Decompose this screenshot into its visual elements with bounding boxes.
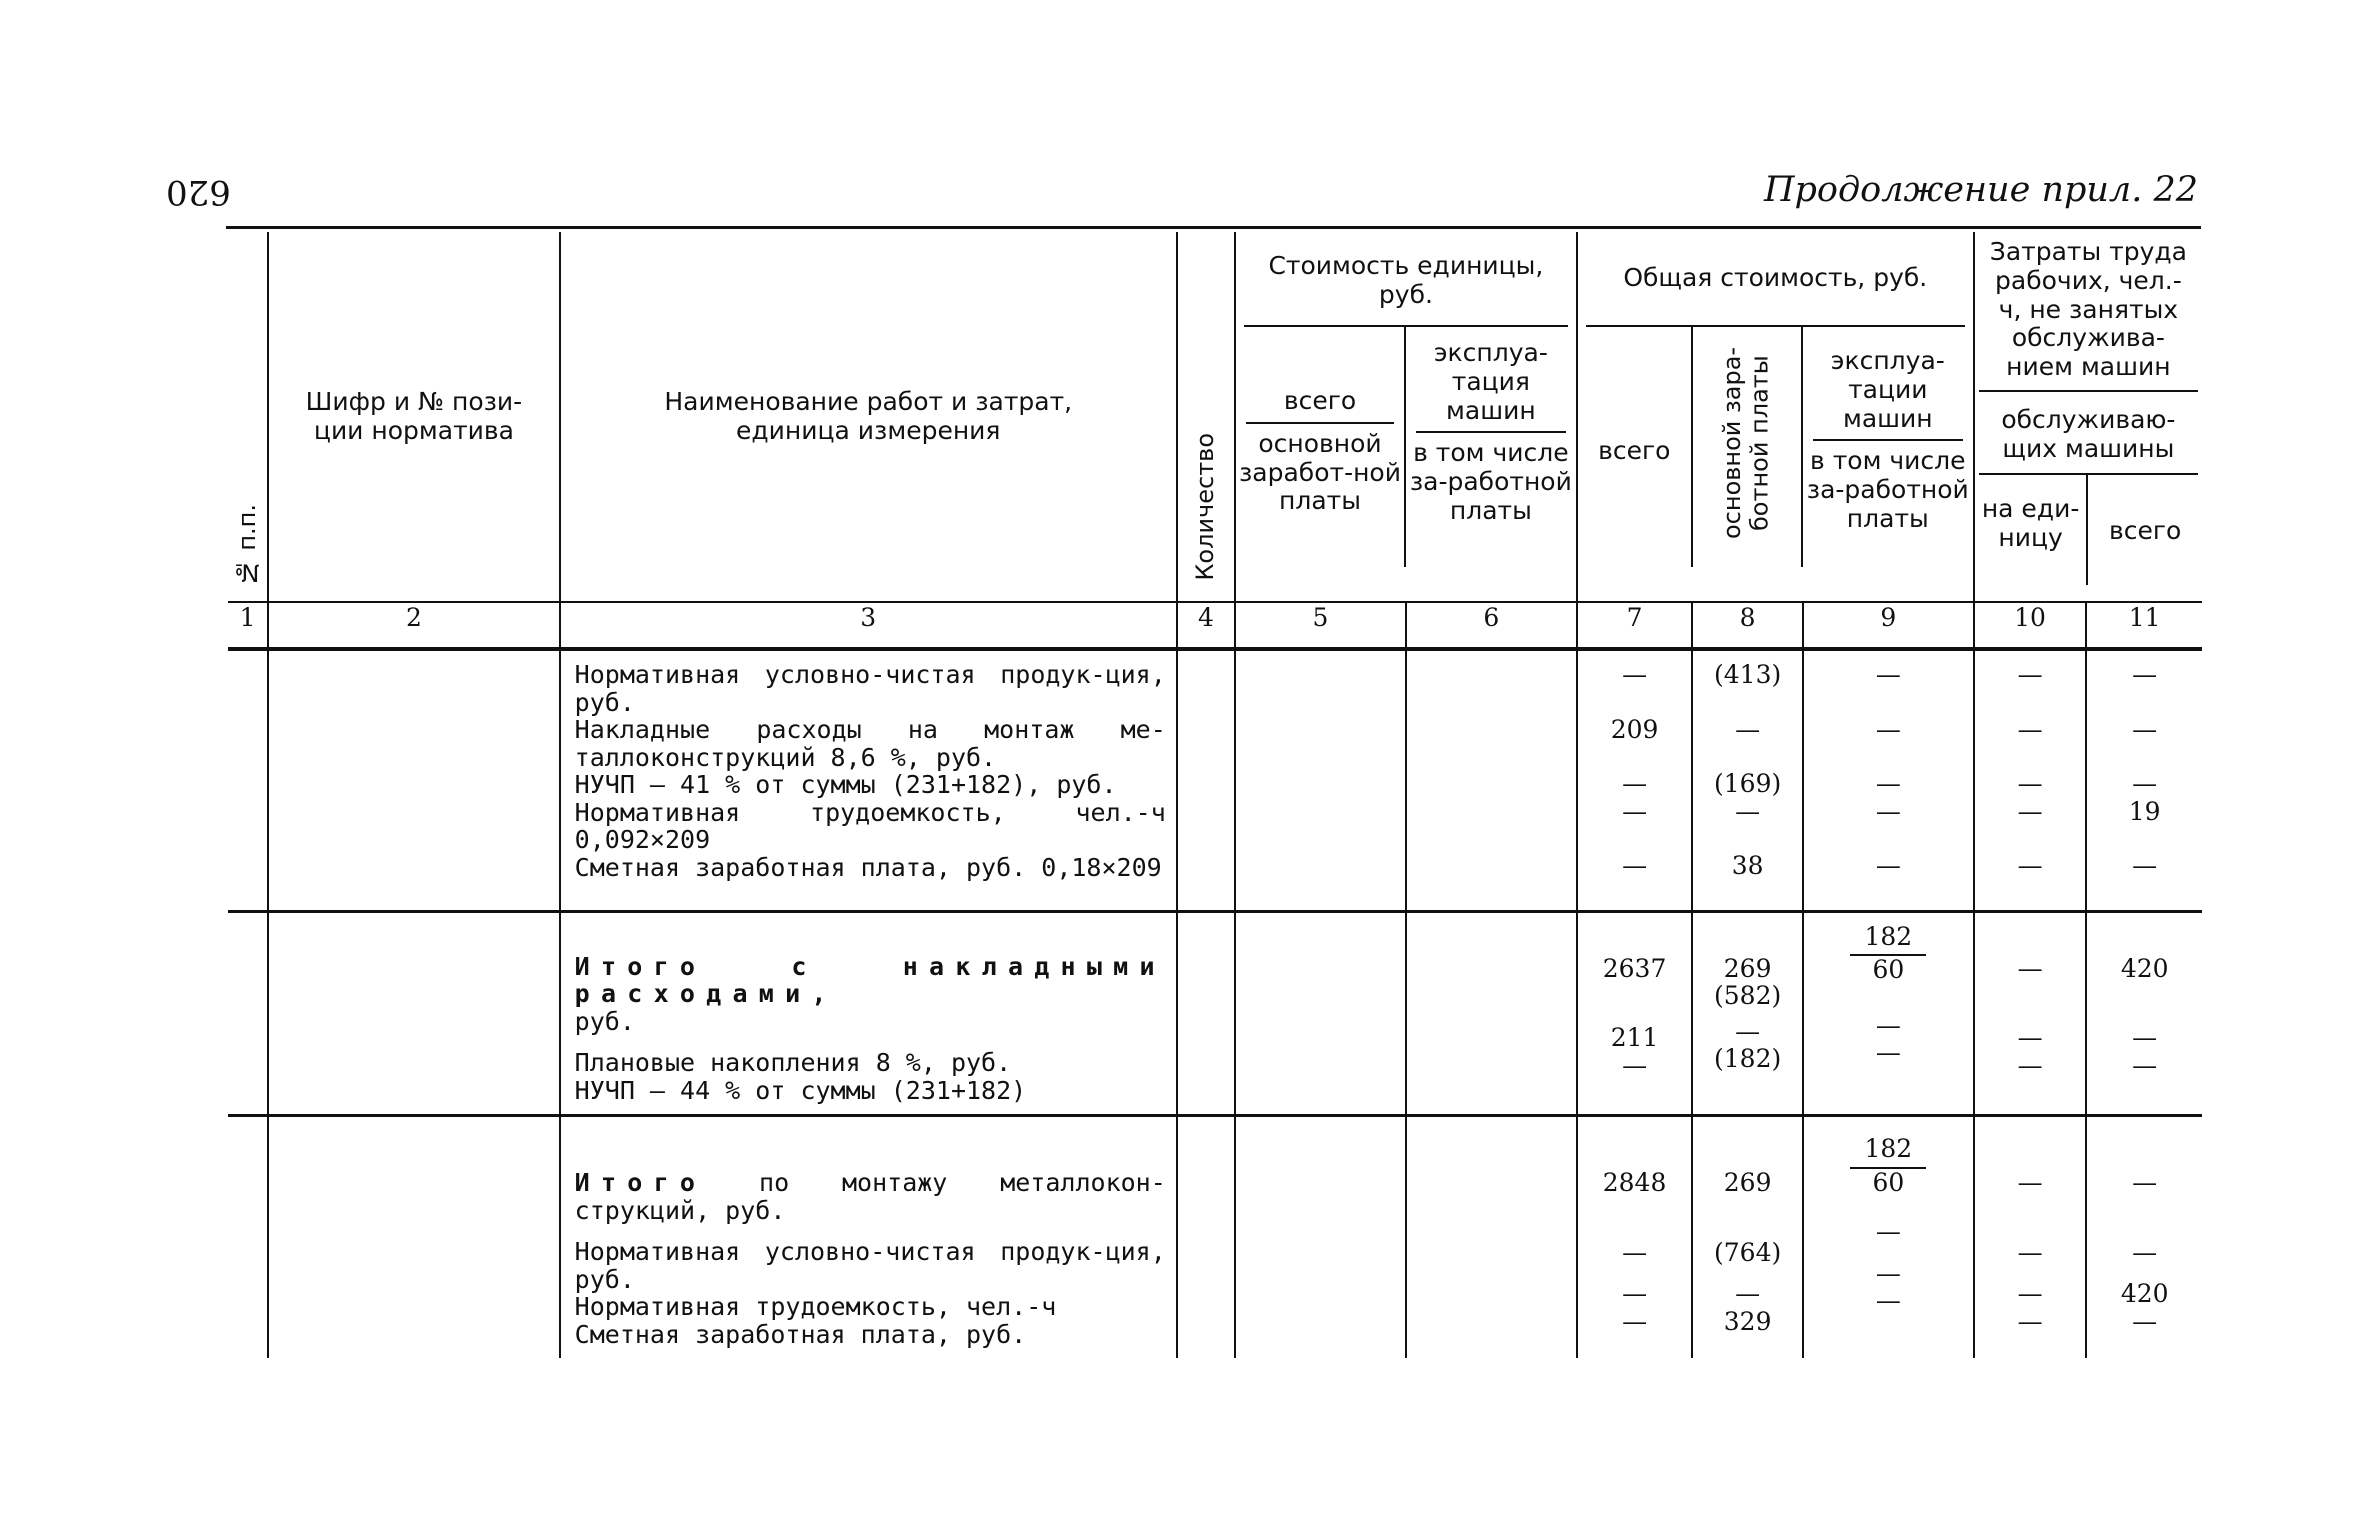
- row-description: Итого по монтажу металлокон-струкций, руб. Нормативная условно-чистая продук-ция, руб. Нормативная трудоемкость, чел.-ч Сметная заработная плата, руб.: [560, 1116, 1177, 1359]
- col-header-name: Наименование работ и затрат, единица измерения: [560, 232, 1177, 602]
- labor-total-label: всего: [2109, 516, 2182, 546]
- cell-c10: — — — — —: [1974, 649, 2087, 911]
- cell-c8: (413) — (169) — 38: [1692, 649, 1803, 911]
- cell-c9: $\frac{182}{60}$ — — —: [1803, 1116, 1974, 1359]
- unit-machine-wage-label: в том числе за-работной платы: [1409, 438, 1572, 525]
- col-header-code: Шифр и № пози-ции норматива: [268, 232, 559, 602]
- labor-per-unit-label: на еди-ницу: [1975, 475, 2089, 585]
- header-row: [228, 232, 2202, 602]
- table-row: [228, 911, 2202, 1116]
- total-base-wage-label: основной зара-ботной платы: [1718, 346, 1774, 540]
- cell-c9: — — — — —: [1803, 649, 1974, 911]
- total-machine-wage-label: в том числе за-работной платы: [1806, 446, 1969, 533]
- table-row: [228, 649, 2202, 911]
- col-header-labor: Затраты труда рабочих, чел.-ч, не занятых обслужива-нием машин обслуживаю-щих машины на еди-ницу всего: [1974, 232, 2202, 602]
- cell-c10: — — —: [1974, 911, 2087, 1116]
- cell-c7: — 209 — — —: [1577, 649, 1693, 911]
- col-header-total-cost: Общая стоимость, руб. всего основной зара-ботной платы эксплуа-тации машин в том числе за-работной платы: [1577, 232, 1974, 602]
- cell-c8: 269 (764) — 329: [1692, 1116, 1803, 1359]
- row-description: Нормативная условно-чистая продук-ция, руб. Накладные расходы на монтаж ме-таллоконструкций 8,6 %, руб. НУЧП — 41 % от суммы (231+182), руб. Нормативная трудоемкость, чел.-ч 0,092×209 Сметная заработная плата, руб. 0,18×209: [560, 649, 1177, 911]
- unit-machine-label: эксплуа-тация машин: [1416, 339, 1566, 433]
- unit-base-wage-label: основной заработ-ной платы: [1238, 428, 1401, 516]
- cell-c11: — — 420 —: [2086, 1116, 2202, 1359]
- cell-c9: $\frac{182}{60}$ — —: [1803, 911, 1974, 1116]
- cell-c11: — — — 19 —: [2086, 649, 2202, 911]
- page-number: 620: [166, 172, 231, 212]
- cell-c7: 2637 211 —: [1577, 911, 1693, 1116]
- col-header-unit-cost: Стоимость единицы, руб. всего основной заработ-ной платы эксплуа-тация машин в том числе за-работной платы: [1235, 232, 1577, 602]
- cell-c10: — — — —: [1974, 1116, 2087, 1359]
- page-caption: Продолжение прил. 22: [1763, 170, 2198, 210]
- table-row: [228, 1116, 2202, 1359]
- col-header-qty: Количество: [1177, 232, 1235, 602]
- unit-total-label: всего: [1246, 387, 1394, 424]
- row-description: Итого с накладными расходами, руб. Плановые накопления 8 %, руб. НУЧП — 44 % от суммы (231+182): [560, 911, 1177, 1116]
- cell-c11: 420 — —: [2086, 911, 2202, 1116]
- cell-c8: 269 (582) — (182): [1692, 911, 1803, 1116]
- fraction-value: $\frac{182}{60}$: [1850, 923, 1926, 984]
- top-rule: [226, 226, 2201, 229]
- fraction-value: $\frac{182}{60}$: [1850, 1135, 1926, 1196]
- total-machine-label: эксплуа-тации машин: [1813, 347, 1963, 441]
- col-header-npp: № п.п.: [228, 232, 268, 602]
- column-numbers-row: 1 2 3 4 5 6 7 8 9 10 11: [228, 602, 2202, 649]
- total-all-label: всего: [1578, 327, 1693, 567]
- cell-c7: 2848 — — —: [1577, 1116, 1693, 1359]
- estimate-table: [228, 232, 2202, 1358]
